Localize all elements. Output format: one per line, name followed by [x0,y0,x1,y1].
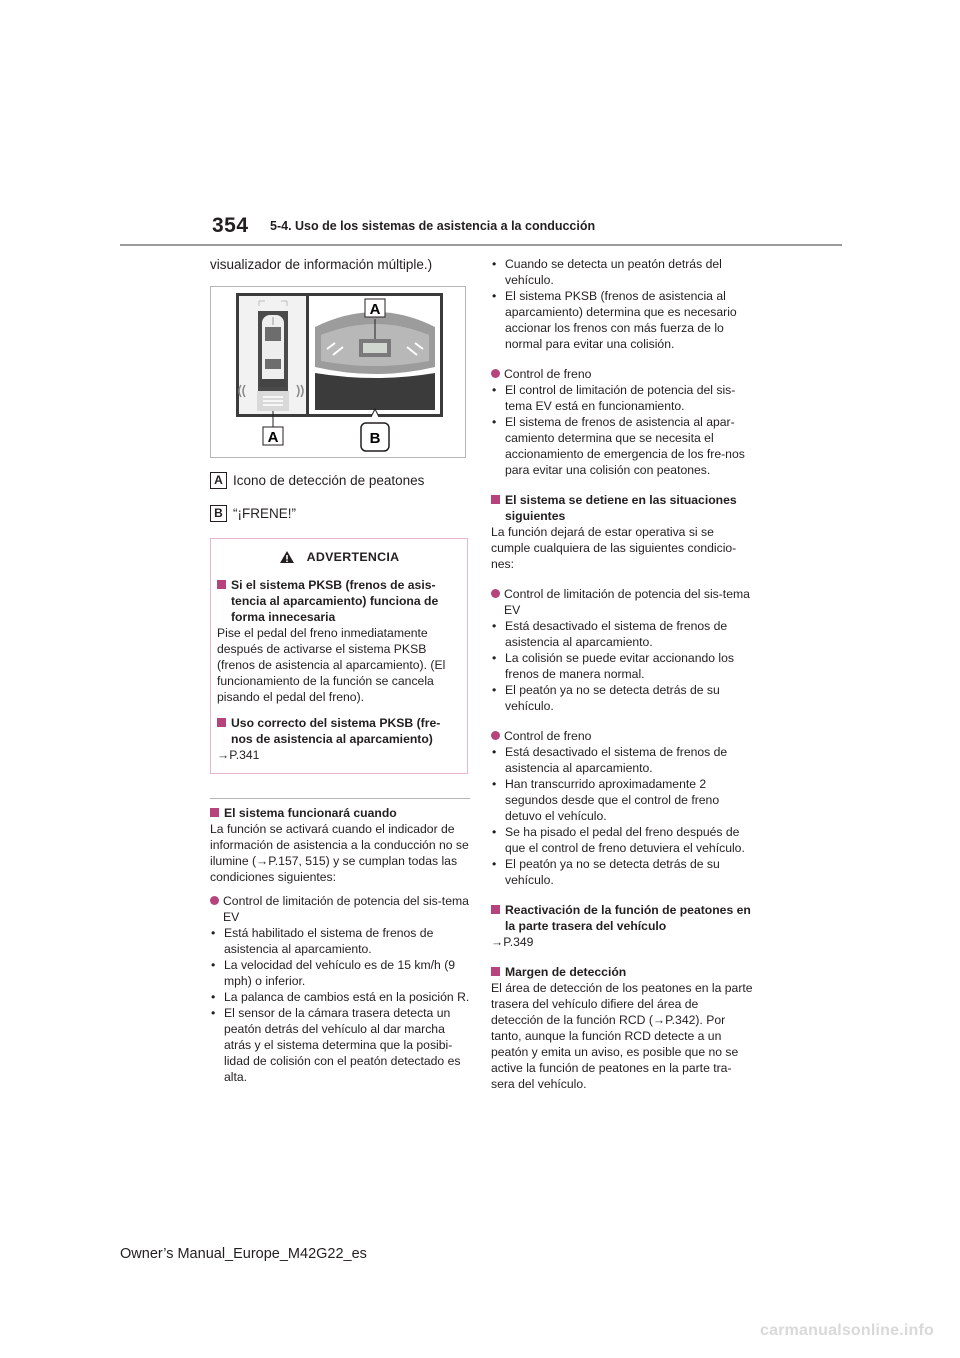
condition-text: Control de limitación de potencia del sis-tema EV [504,587,750,617]
bullet-item: • Se ha pisado el pedal del freno después de que el control de freno detuviera el vehículo. [491,824,753,856]
page-number: 354 [212,214,249,237]
bullet-item: • El peatón ya no se detecta detrás de su vehículo. [491,682,753,714]
bullet-item: • Cuando se detecta un peatón detrás del vehículo. [491,256,753,288]
condition-text: Control de limitación de potencia del sis-tema EV [223,894,469,924]
bullet-item: • El sistema PKSB (frenos de asistencia al aparcamiento) determina que es necesario accionar los frenos con más fuerza de lo normal para evitar una colisión. [491,288,753,352]
bullet-text: El sistema de frenos de asistencia al apar-camiento determina que se necesita el accionamiento de emergencia de los fre-nos para evitar una colisión con peatones. [505,415,745,477]
section-stop-body: La función dejará de estar operativa si se cumple cualquiera de las siguientes condicio-nes: [491,525,737,571]
square-bullet-icon [217,718,226,727]
circle-bullet-icon [491,589,500,598]
bullet-item: • Han transcurrido aproximadamente 2 segundos desde que el control de freno detuvo el vehículo. [491,776,753,824]
bullet-item: • Está desactivado el sistema de frenos de asistencia al aparcamiento. [491,744,753,776]
warning-box [210,538,468,774]
bullet-item: • La palanca de cambios está en la posición R. [211,990,470,1004]
warning-heading-2 [217,715,461,747]
bullet-text: La palanca de cambios está en la posición R. [224,990,470,1004]
bullet-text: La colisión se puede evitar accionando los frenos de manera normal. [505,651,735,681]
condition-item [491,366,753,382]
circle-bullet-icon [491,731,500,740]
circle-bullet-icon [210,896,219,905]
figure-label-b: B [369,430,381,447]
warning-heading-1 [217,577,461,625]
warning-header [217,549,461,565]
condition-item [491,586,753,618]
square-bullet-icon [491,967,500,976]
bullet-text: Han transcurrido aproximadamente 2 segundos desde que el control de freno detuvo el vehículo. [505,777,720,823]
section-operation-title: El sistema funcionará cuando [224,806,397,820]
section-reactivation-title: Reactivación de la función de peatones en la parte trasera del vehículo [505,903,751,933]
bullet-text: La velocidad del vehículo es de 15 km/h (9 mph) o inferior. [224,958,456,988]
warning-paragraph-1: Pise el pedal del freno inmediatamente después de activarse el sistema PKSB (frenos de asistencia al aparcamiento). (El funcionamiento de la función se cancela pisando el pedal del freno). [217,626,446,704]
bullet-text: Está habilitado el sistema de frenos de asistencia al aparcamiento. [224,926,434,956]
warning-heading-1-text: Si el sistema PKSB (frenos de asis-tencia al aparcamiento) funciona de forma innecesaria [231,578,439,624]
left-column [210,256,470,1085]
bullet-item: • El control de limitación de potencia del sis-tema EV está en funcionamiento. [491,382,753,414]
warning-triangle-icon [279,550,295,564]
legend-key-a: A [210,472,227,489]
square-bullet-icon [217,580,226,589]
bullet-item: • El peatón ya no se detecta detrás de su vehículo. [491,856,753,888]
bullet-text: Cuando se detecta un peatón detrás del vehículo. [505,257,722,287]
intro-text: visualizador de información múltiple.) [210,257,433,272]
section-margin-body: El área de detección de los peatones en la parte trasera del vehículo difiere del área de detección de la función RCD (→P.342). Por tanto, aunque la función RCD detecte a un peatón y emita un aviso, es posible que no se active la función de peatones en la parte tra-sera del vehículo. [491,981,753,1091]
header-rule [120,244,842,246]
bullet-item: • El sensor de la cámara trasera detecta un peatón detrás del vehículo al dar marcha atrás y el sistema determina que la posibi-lidad de colisión con el peatón detectado es alta. [210,1005,470,1085]
bullet-text: Está desactivado el sistema de frenos de asistencia al aparcamiento. [505,745,728,775]
warning-reference: →P.341 [217,748,260,762]
display-illustration [210,286,466,458]
bullet-text: Está desactivado el sistema de frenos de asistencia al aparcamiento. [505,619,728,649]
legend-key-b: B [210,505,227,522]
condition-item [491,728,753,744]
right-column [491,256,753,1092]
circle-bullet-icon [491,369,500,378]
section-stop-title: El sistema se detiene en las situaciones siguientes [505,493,737,523]
bullet-text: El peatón ya no se detecta detrás de su vehículo. [505,857,720,887]
legend-b [210,505,470,522]
warning-title: ADVERTENCIA [306,550,400,564]
section-operation-body: La función se activará cuando el indicador de información de asistencia a la conducción no se ilumine (→P.157, 515) y se cumplan todas las condiciones siguientes: [210,822,469,884]
section-stop-heading [491,492,753,524]
legend-a [210,472,470,489]
bullet-text: El peatón ya no se detecta detrás de su vehículo. [505,683,720,713]
condition-text: Control de freno [504,729,592,743]
square-bullet-icon [491,905,500,914]
bullet-item: • Está desactivado el sistema de frenos de asistencia al aparcamiento. [491,618,753,650]
condition-item [210,893,470,925]
figure-label-a-top: A [369,301,381,318]
section-operation [210,798,470,1085]
section-reactivation-heading [491,902,753,934]
section-margin-title: Margen de detección [505,965,627,979]
bullet-item: • El sistema de frenos de asistencia al apar-camiento determina que se necesita el accionamiento de emergencia de los fre-nos para evitar una colisión con peatones. [491,414,753,478]
bullet-text: El control de limitación de potencia del sis-tema EV está en funcionamiento. [505,383,736,413]
bullet-item: • La colisión se puede evitar accionando los frenos de manera normal. [491,650,753,682]
watermark: carmanualsonline.info [760,1322,935,1339]
condition-text: Control de freno [504,367,592,381]
bullet-text: El sistema PKSB (frenos de asistencia al aparcamiento) determina que es necesario accionar los frenos con más fuerza de lo normal para evitar una colisión. [505,289,737,351]
square-bullet-icon [210,808,219,817]
footer-text: Owner’s Manual_Europe_M42G22_es [120,1246,367,1262]
legend-text-b: “¡FRENE!” [233,505,296,521]
legend-text-a: Icono de detección de peatones [233,472,425,488]
bullet-item: • Está habilitado el sistema de frenos de asistencia al aparcamiento. [210,925,470,957]
warning-heading-2-text: Uso correcto del sistema PKSB (fre-nos de asistencia al aparcamiento) [231,716,441,746]
bullet-text: El sensor de la cámara trasera detecta un peatón detrás del vehículo al dar marcha atrás y el sistema determina que la posibi-lidad de colisión con el peatón detectado es alta. [224,1006,461,1084]
section-operation-heading [210,805,470,821]
bullet-item: • La velocidad del vehículo es de 15 km/h (9 mph) o inferior. [210,957,470,989]
section-reactivation-reference: →P.349 [491,935,534,949]
square-bullet-icon [491,495,500,504]
bullet-text: Se ha pisado el pedal del freno después de que el control de freno detuviera el vehículo. [505,825,745,855]
figure-label-a-bottom: A [267,429,279,446]
section-margin-heading [491,964,753,980]
section-title: 5-4. Uso de los sistemas de asistencia a la conducción [270,219,596,233]
